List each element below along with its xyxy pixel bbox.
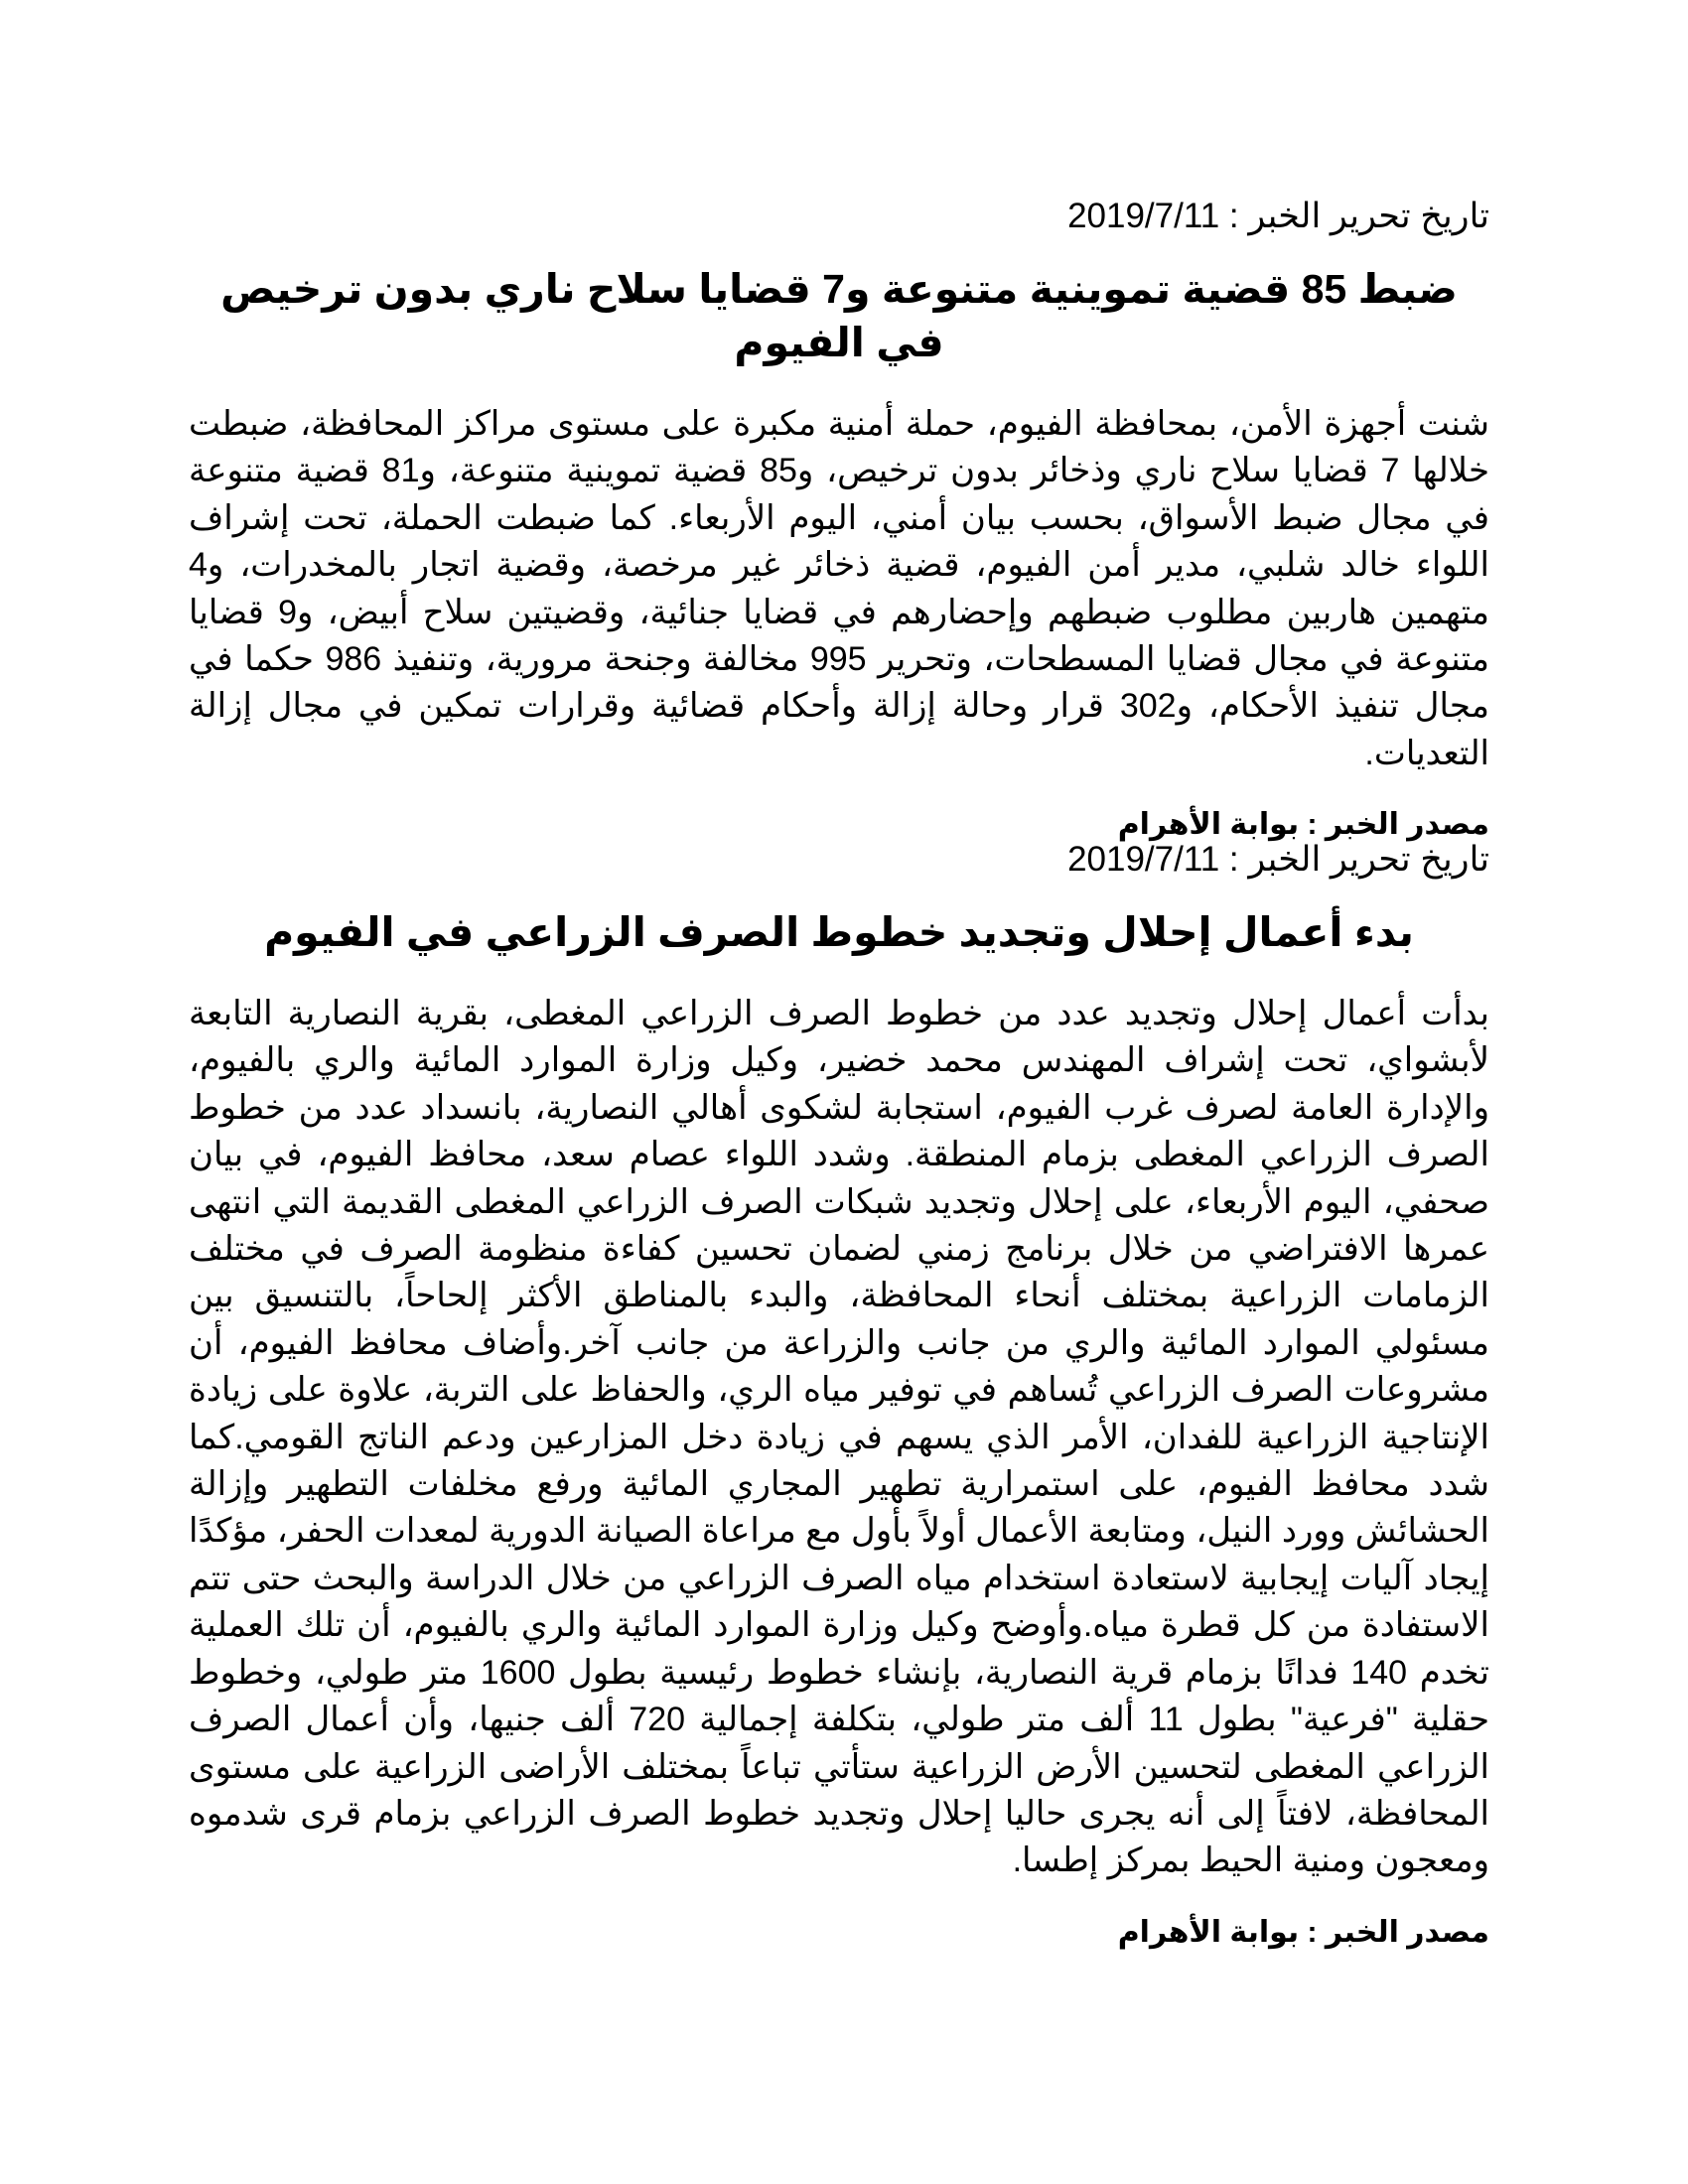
article-source: مصدر الخبر : بوابة الأهرام [1117,808,1489,842]
article-body: بدأت أعمال إحلال وتجديد عدد من خطوط الصرف الزراعي المغطى، بقرية النصارية التابعة لأبشواي، تحت إشراف المهندس محمد خضير، وكيل وزارة الموارد المائية والري بالفيوم، والإدارة العامة لصرف غرب الفيوم، استجابة لشكوى أهالي النصارية، بانسداد عدد من خطوط الصرف الزراعي المغطى بزمام المنطقة. وشدد اللواء عصام سعد، محافظ الفيوم، في بيان صحفي، اليوم الأربعاء، على إحلال وتجديد شبكات الصرف الزراعي المغطى القديمة التي انتهى عمرها الافتراضي من خلال برنامج زمني لضمان تحسين كفاءة منظومة الصرف في مختلف الزمامات الزراعية بمختلف أنحاء المحافظة، والبدء بالمناطق الأكثر إلحاحاً، بالتنسيق بين مسئولي الموارد المائية والري من جانب والزراعة من جانب آخر.وأضاف محافظ الفيوم، أن مشروعات الصرف الزراعي تُساهم في توفير مياه الري، والحفاظ على التربة، علاوة على زيادة الإنتاجية الزراعية للفدان، الأمر الذي يسهم في زيادة دخل المزارعين ودعم الناتج القومي.كما شدد محافظ الفيوم، على استمرارية تطهير المجاري المائية ورفع مخلفات التطهير وإزالة الحشائش وورد النيل، ومتابعة الأعمال أولاً بأول مع مراعاة الصيانة الدورية لمعدات الحفر، مؤكدًا إيجاد آليات إيجابية لاستعادة استخدام مياه الصرف الزراعي من خلال الدراسة والبحث حتى تتم الاستفادة من كل قطرة مياه.وأوضح وكيل وزارة الموارد المائية والري بالفيوم، أن تلك العملية تخدم 140 فدانًا بزمام قرية النصارية، بإنشاء خطوط رئيسية بطول 1600 متر طولي، وخطوط حقلية "فرعية" بطول 11 ألف متر طولي، بتكلفة إجمالية 720 ألف جنيها، وأن أعمال الصرف الزراعي المغطى لتحسين الأرض الزراعية ستأتي تباعاً بمختلف الأراضى الزراعية على مستوى المحافظة، لافتاً إلى أنه يجرى حاليا إحلال وتجديد خطوط الصرف الزراعي بزمام قرى شدموه ومعجون ومنية الحيط بمركز إطسا. [189,995,1490,1880]
news-article-1 [189,195,1489,845]
date-label: تاريخ تحرير الخبر : [1219,840,1489,879]
date-value: 2019/7/11 [1067,840,1220,879]
news-article-2 [189,838,1489,1953]
article-headline: ضبط 85 قضية تموينية متنوعة و7 قضايا سلاح ناري بدون ترخيص في الفيوم [220,266,1458,365]
article-headline: بدء أعمال إحلال وتجديد خطوط الصرف الزراعي في الفيوم [264,909,1414,955]
article-body: شنت أجهزة الأمن، بمحافظة الفيوم، حملة أمنية مكبرة على مستوى مراكز المحافظة، ضبطت خلالها 7 قضايا سلاح ناري وذخائر بدون ترخيص، و85 قضية تموينية متنوعة، و81 قضية متنوعة في مجال ضبط الأسواق، بحسب بيان أمني، اليوم الأربعاء. كما ضبطت الحملة، تحت إشراف اللواء خالد شلبي، مدير أمن الفيوم، قضية ذخائر غير مرخصة، وقضية اتجار بالمخدرات، و4 متهمين هاربين مطلوب ضبطهم وإحضارهم في قضايا جنائية، وقضيتين سلاح أبيض، و9 قضايا متنوعة في مجال قضايا المسطحات، وتحرير 995 مخالفة وجنحة مرورية، وتنفيذ 986 حكما في مجال تنفيذ الأحكام، و302 قرار وحالة إزالة وأحكام قضائية وقرارات تمكين في مجال إزالة التعديات. [189,405,1489,772]
document-page [189,0,1489,2184]
article-date [189,195,1489,238]
article-date [189,838,1489,882]
date-value: 2019/7/11 [1067,197,1220,235]
date-label: تاريخ تحرير الخبر : [1219,197,1489,235]
article-source: مصدر الخبر : بوابة الأهرام [1117,1915,1489,1949]
